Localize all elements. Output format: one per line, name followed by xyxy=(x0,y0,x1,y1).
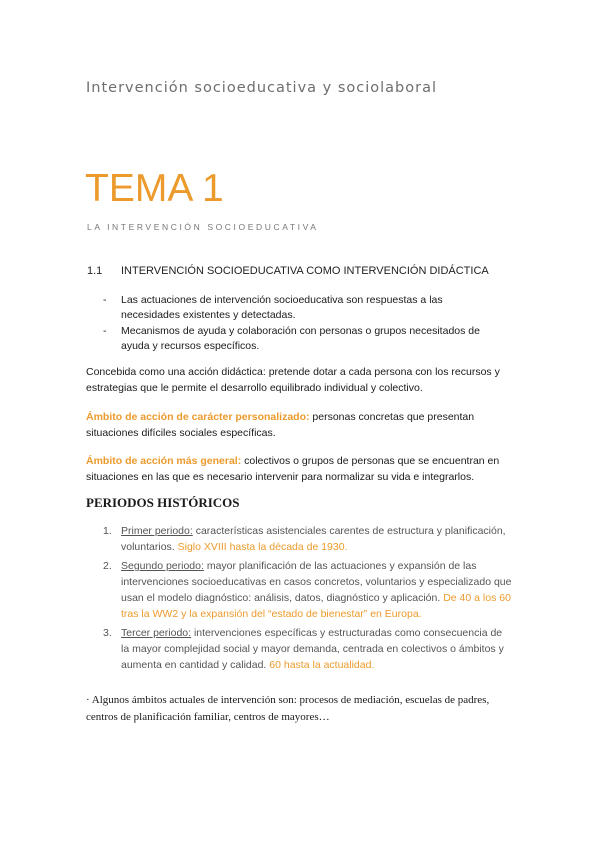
paragraph-didactica: Concebida como una acción didáctica: pretende dotar a cada persona con los recursos y estrategias que le permite el desarrollo equilibrado individual y colectivo. xyxy=(86,366,500,394)
section-title: INTERVENCIÓN SOCIOEDUCATIVA COMO INTERVENCIÓN DIDÁCTICA xyxy=(121,265,489,277)
period-highlight: 60 hasta la actualidad. xyxy=(269,659,375,671)
period-highlight: De 40 a los 60 tras la WW2 y la expansión del “estado de bienestar” en Europa. xyxy=(121,592,511,620)
personalizado-label: Ámbito de acción de carácter personalizado: xyxy=(86,411,310,423)
closing-paragraph: · Algunos ámbitos actuales de intervención son: procesos de mediación, escuelas de padres, centros de planificación familiar, centros de mayores… xyxy=(86,694,490,723)
bullet-text: Las actuaciones de intervención socioeducativa son respuestas a las necesidades existentes y detectadas. xyxy=(121,294,443,321)
periodos-heading: PERIODOS HISTÓRICOS xyxy=(86,495,240,510)
period-text: características asistenciales carentes de estructura y planificación, voluntarios. xyxy=(121,525,506,553)
period-label: Tercer periodo: xyxy=(121,627,192,639)
period-number: 1. xyxy=(103,525,112,537)
bullet-marker: - xyxy=(103,294,107,306)
period-text: intervenciones específicas y estructuradas como consecuencia de la mayor complejidad social y mayor demanda, centrada en colectivos o ámbitos y aumenta en cantidad y calidad. xyxy=(121,627,504,671)
period-label: Primer periodo: xyxy=(121,525,193,537)
tema-title: TEMA 1 xyxy=(85,167,224,210)
personalizado-text: personas concretas que presentan situaciones difíciles sociales específicas. xyxy=(86,411,475,439)
tema-subtitle: LA INTERVENCIÓN SOCIOEDUCATIVA xyxy=(87,222,319,232)
general-text: colectivos o grupos de personas que se encuentran en situaciones en las que es necesario intervenir para normalizar su vida e integrarlos. xyxy=(86,455,500,483)
section-bullet-list xyxy=(103,293,503,355)
period-number: 2. xyxy=(103,560,112,572)
period-text: mayor planificación de las actuaciones y expansión de las intervenciones socioeducativas en casos concretos, voluntarios y especializado que usan el modelo diagnóstico: análisis, datos, diagnóstico y aplicación. xyxy=(121,560,512,604)
document-title: Intervención socioeducativa y sociolaboral xyxy=(86,80,438,96)
bullet-marker: - xyxy=(103,325,107,337)
section-number: 1.1 xyxy=(87,265,103,277)
paragraph-general xyxy=(86,453,516,485)
bullet-text: Mecanismos de ayuda y colaboración con personas o grupos necesitados de ayuda y recursos específicos. xyxy=(121,325,480,352)
list-item xyxy=(103,523,513,555)
list-item xyxy=(103,625,513,673)
general-label: Ámbito de acción más general: xyxy=(86,455,242,467)
list-item xyxy=(103,558,513,622)
period-highlight: Siglo XVIII hasta la década de 1930. xyxy=(177,541,348,553)
period-label: Segundo periodo: xyxy=(121,560,204,572)
periodos-list xyxy=(103,523,513,676)
period-number: 3. xyxy=(103,627,112,639)
list-item xyxy=(103,324,503,354)
paragraph-personalizado xyxy=(86,409,516,441)
list-item xyxy=(103,293,503,323)
